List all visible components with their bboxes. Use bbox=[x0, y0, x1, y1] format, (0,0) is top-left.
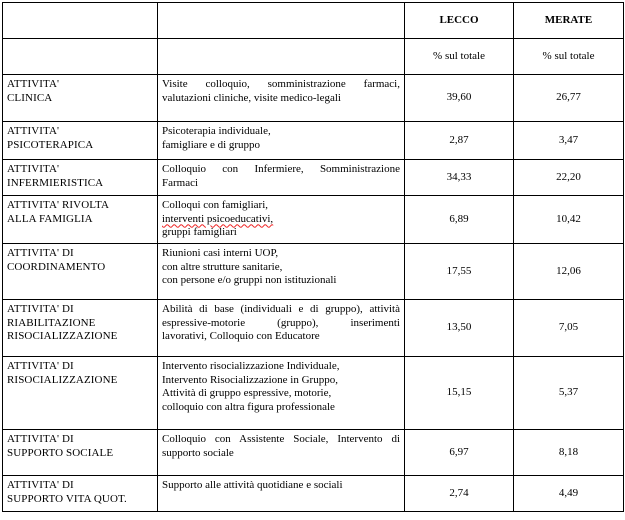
description-line: Supporto alle attività quotidiane e sociali bbox=[162, 479, 343, 491]
activity-line: RISOCIALIZZAZIONE bbox=[7, 330, 118, 342]
description-line: famigliare e di gruppo bbox=[162, 138, 261, 151]
unit-empty-description bbox=[158, 39, 405, 75]
description-line: lavorativi, Colloquio con Educatore bbox=[162, 330, 320, 342]
activity-line: INFERMIERISTICA bbox=[7, 176, 104, 189]
merate-value: 5,37 bbox=[514, 357, 624, 430]
description-cell bbox=[158, 476, 405, 512]
activity-line: ATTIVITA' bbox=[7, 78, 60, 90]
description-cell bbox=[158, 75, 405, 122]
lecco-value: 6,97 bbox=[405, 430, 514, 476]
activity-line: ALLA FAMIGLIA bbox=[7, 212, 93, 225]
activity-cell bbox=[3, 122, 158, 160]
activity-line: COORDINAMENTO bbox=[7, 260, 106, 273]
description-line: supporto sociale bbox=[162, 446, 234, 459]
activity-line: SUPPORTO VITA QUOT. bbox=[7, 492, 127, 505]
activity-line: ATTIVITA' DI bbox=[7, 247, 74, 259]
activity-line: PSICOTERAPICA bbox=[7, 138, 94, 151]
activity-line: ATTIVITA' DI bbox=[7, 303, 74, 315]
description-cell bbox=[158, 122, 405, 160]
lecco-value: 15,15 bbox=[405, 357, 514, 430]
description-line: con persone e/o gruppi non istituzionali bbox=[162, 274, 337, 286]
header-merate: MERATE bbox=[514, 3, 624, 39]
description-cell bbox=[158, 160, 405, 196]
activity-cell bbox=[3, 75, 158, 122]
description-line: Colloquio con Infermiere, Somministrazione bbox=[162, 163, 400, 175]
description-line: Abilità di base (individuali e di gruppo), attività bbox=[162, 303, 400, 315]
activity-line: ATTIVITA' bbox=[7, 125, 60, 137]
description-line: Riunioni casi interni UOP, bbox=[162, 247, 279, 259]
header-lecco: LECCO bbox=[405, 3, 514, 39]
activity-line: SUPPORTO SOCIALE bbox=[7, 446, 114, 459]
activity-line: ATTIVITA' DI bbox=[7, 433, 74, 445]
table-row bbox=[3, 430, 624, 476]
description-cell bbox=[158, 430, 405, 476]
activity-cell bbox=[3, 357, 158, 430]
description-cell bbox=[158, 244, 405, 300]
lecco-value: 2,74 bbox=[405, 476, 514, 512]
table-row bbox=[3, 122, 624, 160]
description-line: interventi psicoeducativi, bbox=[162, 212, 274, 225]
description-line: gruppi famigliari bbox=[162, 226, 237, 238]
activity-line: RISOCIALIZZAZIONE bbox=[7, 373, 118, 386]
unit-empty-activity bbox=[3, 39, 158, 75]
description-cell bbox=[158, 196, 405, 244]
activity-line: ATTIVITA' bbox=[7, 163, 60, 175]
description-line: colloquio con altra figura professionale bbox=[162, 400, 335, 413]
merate-value: 10,42 bbox=[514, 196, 624, 244]
description-line: con altre strutture sanitarie, bbox=[162, 260, 283, 273]
lecco-value: 2,87 bbox=[405, 122, 514, 160]
description-line: espressive-motorie (gruppo), inserimenti bbox=[162, 316, 400, 329]
activity-table bbox=[2, 2, 624, 512]
table-row bbox=[3, 300, 624, 357]
activity-cell bbox=[3, 196, 158, 244]
description-line: Attività di gruppo espressive, motorie, bbox=[162, 387, 332, 399]
merate-value: 26,77 bbox=[514, 75, 624, 122]
activity-cell bbox=[3, 244, 158, 300]
activity-line: RIABILITAZIONE bbox=[7, 316, 96, 329]
header-empty-activity bbox=[3, 3, 158, 39]
description-line: Intervento Risocializzazione in Gruppo, bbox=[162, 373, 338, 386]
header-row bbox=[3, 3, 624, 39]
merate-value: 7,05 bbox=[514, 300, 624, 357]
table-row bbox=[3, 196, 624, 244]
activity-line: CLINICA bbox=[7, 91, 53, 104]
description-line: Psicoterapia individuale, bbox=[162, 125, 271, 137]
lecco-value: 6,89 bbox=[405, 196, 514, 244]
activity-line: ATTIVITA' DI bbox=[7, 479, 74, 491]
merate-value: 3,47 bbox=[514, 122, 624, 160]
unit-lecco: % sul totale bbox=[405, 39, 514, 75]
table-row bbox=[3, 160, 624, 196]
merate-value: 4,49 bbox=[514, 476, 624, 512]
table-row bbox=[3, 244, 624, 300]
unit-row bbox=[3, 39, 624, 75]
activity-cell bbox=[3, 430, 158, 476]
header-empty-description bbox=[158, 3, 405, 39]
activity-line: ATTIVITA' RIVOLTA bbox=[7, 199, 110, 211]
table-row bbox=[3, 357, 624, 430]
lecco-value: 13,50 bbox=[405, 300, 514, 357]
description-line: Visite colloquio, somministrazione farmaci, bbox=[162, 78, 400, 90]
description-line: Intervento risocializzazione Individuale, bbox=[162, 360, 340, 372]
activity-cell bbox=[3, 300, 158, 357]
lecco-value: 17,55 bbox=[405, 244, 514, 300]
description-cell bbox=[158, 357, 405, 430]
merate-value: 22,20 bbox=[514, 160, 624, 196]
activity-line: ATTIVITA' DI bbox=[7, 360, 74, 372]
unit-merate: % sul totale bbox=[514, 39, 624, 75]
table-row bbox=[3, 476, 624, 512]
activity-cell bbox=[3, 160, 158, 196]
description-line: Colloqui con famigliari, bbox=[162, 199, 269, 211]
merate-value: 12,06 bbox=[514, 244, 624, 300]
table-row bbox=[3, 75, 624, 122]
lecco-value: 34,33 bbox=[405, 160, 514, 196]
description-line: valutazioni cliniche, visite medico-legali bbox=[162, 91, 341, 104]
description-cell bbox=[158, 300, 405, 357]
merate-value: 8,18 bbox=[514, 430, 624, 476]
description-line: Colloquio con Assistente Sociale, Intervento di bbox=[162, 433, 400, 445]
activity-cell bbox=[3, 476, 158, 512]
lecco-value: 39,60 bbox=[405, 75, 514, 122]
description-line: Farmaci bbox=[162, 176, 199, 189]
